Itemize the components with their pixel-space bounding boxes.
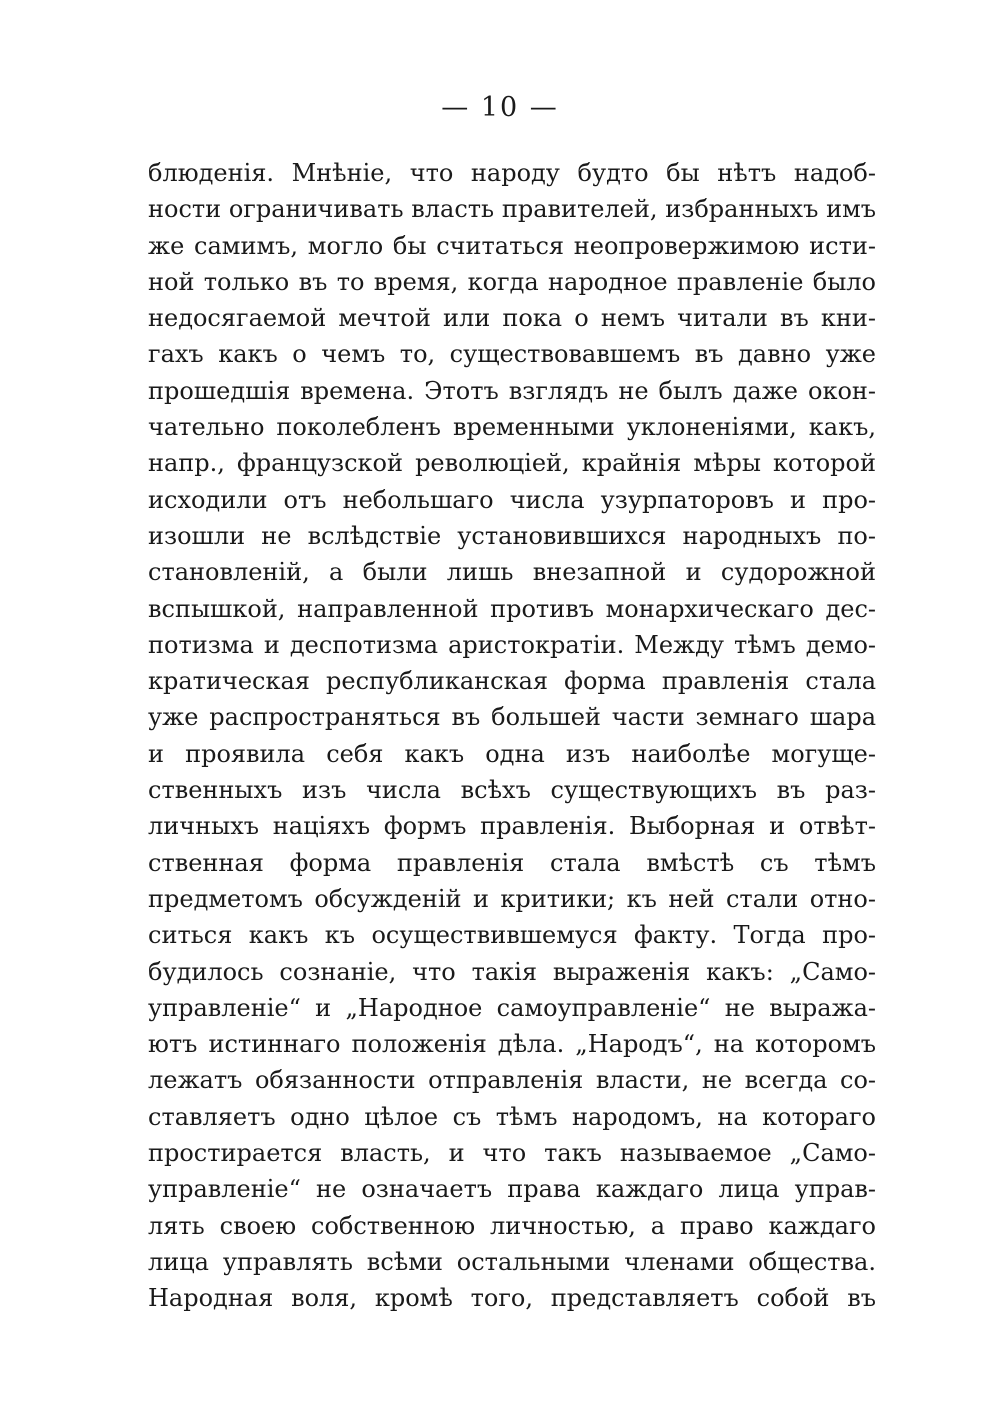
text-line: потизма и деспотизма аристократіи. Между тѣмъ демо-: [148, 630, 876, 659]
text-line: Народная воля, кромѣ того, представляетъ собой въ: [148, 1284, 876, 1313]
text-line: ной только въ то время, когда народное правленіе было: [148, 267, 876, 296]
text-line: недосягаемой мечтой или пока о немъ читали въ кни-: [148, 304, 876, 333]
text-line: ственныхъ изъ числа всѣхъ существующихъ въ раз-: [148, 776, 876, 805]
text-line: ственная форма правленія стала вмѣстѣ съ тѣмъ: [148, 848, 876, 877]
text-line: будилось сознаніе, что такія выраженія какъ: „Само-: [148, 957, 876, 986]
text-line: ситься какъ къ осуществившемуся факту. Тогда про-: [148, 921, 876, 950]
text-line: блюденія. Мнѣніе, что народу будто бы нѣтъ надоб-: [148, 159, 876, 187]
text-line: напр., французской революціей, крайнія мѣры которой: [148, 449, 876, 478]
text-line: ютъ истиннаго положенія дѣла. „Народъ“, на которомъ: [148, 1030, 876, 1059]
text-line: и проявила себя какъ одна изъ наиболѣе могуще-: [148, 739, 876, 768]
text-line: становленій, а были лишь внезапной и судорожной: [148, 558, 876, 587]
text-line: лять своею собственною личностью, а право каждаго: [148, 1211, 876, 1240]
text-line: уже распространяться въ большей части земнаго шара: [148, 703, 876, 732]
text-line: чательно поколебленъ временными уклоненіями, какъ,: [148, 413, 876, 442]
text-line: простирается власть, и что такъ называемое „Само-: [148, 1139, 876, 1168]
text-line: вспышкой, направленной противъ монархическаго дес-: [148, 594, 876, 623]
page-number: — 10 —: [441, 92, 559, 123]
text-line: изошли не вслѣдствіе установившихся народныхъ по-: [148, 521, 876, 550]
body-text: [148, 155, 876, 1317]
text-line: личныхъ націяхъ формъ правленія. Выборная и отвѣт-: [148, 812, 876, 841]
text-line: лица управлять всѣми остальными членами общества.: [148, 1247, 876, 1276]
text-line: предметомъ обсужденій и критики; къ ней стали отно-: [148, 884, 876, 913]
text-line: же самимъ, могло бы считаться неопровержимою исти-: [148, 231, 876, 260]
text-line: ности ограничивать власть правителей, избранныхъ имъ: [148, 195, 876, 224]
text-line: управленіе“ не означаетъ права каждаго лица управ-: [148, 1175, 876, 1204]
text-line: управленіе“ и „Народное самоуправленіе“ не выража-: [148, 993, 876, 1022]
text-line: лежатъ обязанности отправленія власти, не всегда со-: [148, 1066, 876, 1095]
text-line: исходили отъ небольшаго числа узурпаторовъ и про-: [148, 485, 876, 514]
text-line: кратическая республиканская форма правленія стала: [148, 667, 876, 696]
text-line: гахъ какъ о чемъ то, существовавшемъ въ давно уже: [148, 340, 876, 369]
text-line: ставляетъ одно цѣлое съ тѣмъ народомъ, на котораго: [148, 1102, 876, 1131]
text-line: прошедшія времена. Этотъ взглядъ не былъ даже окон-: [148, 376, 876, 405]
